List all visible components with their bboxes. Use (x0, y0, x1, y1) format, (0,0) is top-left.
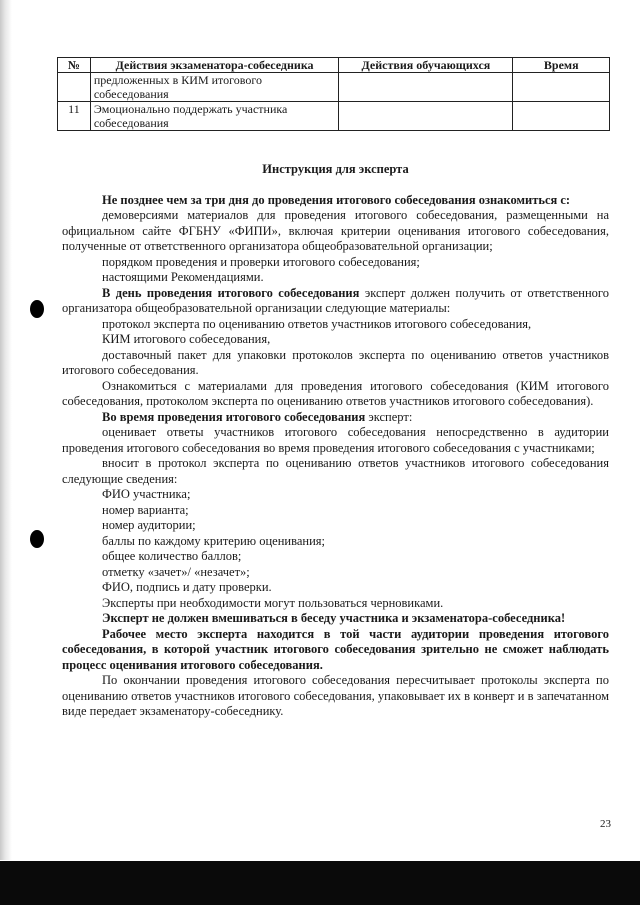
paragraph-lead: Во время проведения итогового собеседования (102, 409, 366, 424)
paragraph (62, 549, 609, 565)
paragraph-lead: Эксперт не должен вмешиваться в беседу участника и экзаменатора-собеседника! (102, 611, 566, 625)
paragraph (62, 193, 609, 209)
paragraph-text: протокол эксперта по оцениванию ответов участников итогового собеседования, (102, 316, 532, 331)
paragraph-text: настоящими Рекомендациями. (102, 270, 264, 284)
header-number: № (58, 58, 91, 73)
paragraph (62, 611, 609, 627)
paragraph (62, 332, 609, 348)
paragraph-text: эксперт: (365, 409, 413, 424)
row-number (58, 73, 91, 102)
paragraph (62, 487, 609, 503)
table-row (58, 102, 610, 131)
paragraph-text: КИМ итогового собеседования, (102, 332, 271, 346)
paragraph-text: ФИО участника; (102, 487, 191, 501)
paragraph-text: По окончании проведения итогового собеседования пересчитывает протоколы эксперта по оцениванию ответов участников итогового собеседования, упаковывает их в конверт и в запечатанном виде передает экзаменатору-собеседнику. (62, 673, 609, 718)
row-examiner-action: предложенных в КИМ итогового собеседования (90, 73, 338, 102)
actions-table (57, 57, 610, 131)
row-number: 11 (58, 102, 91, 131)
paragraph (62, 208, 609, 255)
paragraph (62, 348, 609, 379)
punch-hole (30, 300, 44, 318)
row-time (513, 73, 610, 102)
row-student-action (339, 73, 513, 102)
paragraph (62, 518, 609, 534)
paragraph-text: Эксперты при необходимости могут пользоваться черновиками. (102, 595, 444, 610)
paragraph (62, 255, 609, 271)
paragraph-text: эксперт должен получить от ответственного организатора общеобразовательной организации следующие материалы: (62, 285, 609, 315)
paragraph-text: демоверсиями материалов для проведения итогового собеседования, размещенными на официальном сайте ФГБНУ «ФИПИ», включая критерии оценивания итогового собеседования, полученные от ответственного организатора общеобразовательной организации; (62, 208, 609, 253)
paragraph-text: оценивает ответы участников итогового собеседования непосредственно в аудитории проведения итогового собеседования во время проведения итогового собеседования с участниками; (62, 425, 609, 455)
paragraph (62, 596, 609, 612)
paragraph-text: порядком проведения и проверки итогового собеседования; (102, 254, 420, 269)
paragraph (62, 410, 609, 426)
paragraph (62, 503, 609, 519)
paragraph-text: ФИО, подпись и дату проверки. (102, 580, 272, 594)
scan-bottom-border (0, 861, 640, 905)
row-examiner-action: Эмоционально поддержать участника собеседования (90, 102, 338, 131)
paragraph-text: баллы по каждому критерию оценивания; (102, 533, 325, 548)
header-student-actions: Действия обучающихся (339, 58, 513, 73)
table-header-row (58, 58, 610, 73)
paragraph (62, 286, 609, 317)
paragraph-text: вносит в протокол эксперта по оцениванию ответов участников итогового собеседования следующие сведения: (62, 456, 609, 486)
paragraph (62, 425, 609, 456)
row-time (513, 102, 610, 131)
paragraph-text: номер аудитории; (102, 518, 196, 532)
header-time: Время (513, 58, 610, 73)
paragraph-lead: В день проведения итогового собеседования (102, 285, 360, 300)
punch-hole (30, 530, 44, 548)
paragraph-lead: Не позднее чем за три дня до проведения итогового собеседования ознакомиться с: (102, 192, 571, 207)
page-heading: Инструкция для эксперта (262, 162, 409, 176)
paragraph (62, 580, 609, 596)
paragraph (62, 317, 609, 333)
header-examiner-actions: Действия экзаменатора-собеседника (90, 58, 338, 73)
paragraph (62, 627, 609, 674)
row-student-action (339, 102, 513, 131)
paragraph (62, 270, 609, 286)
scan-edge (0, 0, 12, 860)
paragraph (62, 673, 609, 720)
paragraph (62, 534, 609, 550)
paragraph-text: Ознакомиться с материалами для проведения итогового собеседования (КИМ итогового собеседования, протоколом эксперта по оцениванию ответов участников итогового собеседования). (62, 378, 609, 408)
paragraph-lead: Рабочее место эксперта находится в той части аудитории проведения итогового собеседования, в которой участник итогового собеседования зрительно не сможет наблюдать процесс оценивания итогового собеседования. (62, 626, 609, 672)
instruction-body (62, 162, 609, 720)
page-number: 23 (600, 818, 611, 830)
paragraph (62, 379, 609, 410)
table-row (58, 73, 610, 102)
paragraph-text: доставочный пакет для упаковки протоколов эксперта по оцениванию ответов участников итогового собеседования. (62, 347, 609, 377)
paragraph (62, 456, 609, 487)
paragraph-text: общее количество баллов; (102, 549, 242, 563)
paragraph-text: номер варианта; (102, 502, 189, 517)
paragraph (62, 565, 609, 581)
paragraph-text: отметку «зачет»/ «незачет»; (102, 564, 250, 579)
